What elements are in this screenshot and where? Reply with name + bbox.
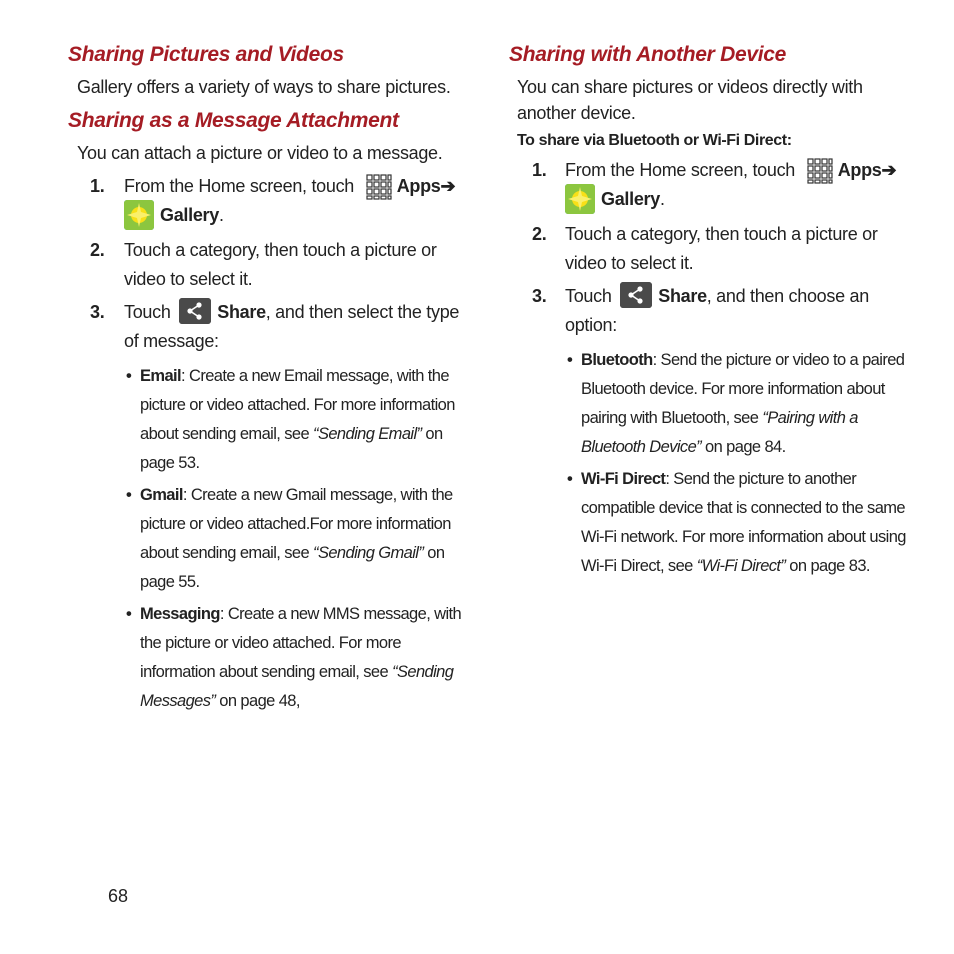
section-heading-another-device: Sharing with Another Device — [509, 43, 786, 66]
step-text: Touch — [124, 301, 171, 322]
bullet-text: : Send the picture to another compatible device that is connected to the same Wi-Fi network. For more information about using Wi-Fi Direct, see — [581, 469, 906, 575]
bullet-item-email — [124, 362, 468, 478]
share-label: Share — [658, 285, 707, 306]
bullet-tail: on page 84. — [701, 437, 786, 456]
bullet-term: Email — [140, 366, 182, 385]
step-item — [68, 172, 468, 232]
bullet-item-wifi-direct — [565, 465, 909, 581]
apps-grid-icon — [806, 157, 834, 185]
bullet-term: Messaging — [140, 604, 220, 623]
step-item — [68, 298, 468, 716]
bullet-tail: on page 83. — [785, 556, 870, 575]
step-number: 3. — [532, 285, 547, 306]
cross-reference: “Pairing with a Bluetooth Device” — [581, 408, 858, 456]
apps-grid-icon — [365, 173, 393, 201]
bullet-item-messaging — [124, 600, 468, 716]
apps-label: Apps➔ — [837, 160, 897, 180]
gallery-label: Gallery — [160, 205, 219, 226]
step-number: 1. — [90, 176, 105, 196]
intro-text: You can attach a picture or video to a message. — [77, 143, 443, 163]
intro-text: Gallery offers a variety of ways to share pictures. — [77, 77, 451, 97]
gallery-label: Gallery — [601, 189, 660, 210]
share-label: Share — [217, 301, 266, 322]
bullet-text: : Create a new Email message, with the picture or video attached. For more information about sending email, see — [140, 366, 455, 443]
bullet-item-gmail — [124, 481, 468, 597]
cross-reference: “Sending Gmail” — [313, 543, 424, 562]
step-item — [509, 156, 909, 216]
step-item — [509, 282, 909, 581]
step-number: 1. — [532, 160, 547, 180]
step-text: From the Home screen, touch — [565, 160, 795, 180]
share-icon — [179, 298, 211, 324]
steps-list — [509, 156, 909, 581]
bullet-term: Wi-Fi Direct — [581, 469, 666, 488]
bullet-list — [124, 362, 468, 716]
cross-reference: “Wi-Fi Direct” — [696, 556, 786, 575]
step-text-end: , and then choose an option: — [565, 285, 869, 335]
bullet-text: : Send the picture or video to a paired Bluetooth device. For more information about pairing with Bluetooth, see — [581, 350, 905, 427]
bullet-term: Bluetooth — [581, 350, 653, 369]
bullet-dot-icon: • — [126, 485, 132, 504]
step-text: From the Home screen, touch — [124, 176, 354, 196]
step-text-end: . — [659, 189, 665, 210]
step-text: Touch a category, then touch a picture or video to select it. — [124, 239, 437, 289]
bullet-tail: on page 48, — [215, 691, 300, 710]
procedure-lead: To share via Bluetooth or Wi-Fi Direct: — [517, 132, 792, 149]
bullet-dot-icon: • — [567, 350, 573, 369]
bullet-term: Gmail — [140, 485, 183, 504]
step-text: Touch a category, then touch a picture or video to select it. — [565, 223, 878, 273]
step-text-end: . — [218, 205, 224, 226]
bullet-item-bluetooth — [565, 346, 909, 462]
cross-reference: “Sending Email” — [313, 424, 422, 443]
step-text: Touch — [565, 285, 612, 306]
bullet-dot-icon: • — [567, 469, 573, 488]
bullet-dot-icon: • — [126, 366, 132, 385]
step-number: 3. — [90, 301, 105, 322]
left-column — [68, 40, 468, 720]
intro-text: You can share pictures or videos directly with another device. — [517, 77, 863, 123]
step-number: 2. — [90, 239, 105, 260]
bullet-tail: on page 55. — [140, 543, 445, 591]
bullet-text: : Create a new MMS message, with the picture or video attached. For more information about sending email, see — [140, 604, 462, 681]
apps-label: Apps➔ — [396, 176, 456, 196]
right-column — [509, 40, 909, 585]
step-text-end: , and then select the type of message: — [124, 301, 460, 351]
bullet-tail: on page 53. — [140, 424, 443, 472]
step-number: 2. — [532, 223, 547, 244]
bullet-text: : Create a new Gmail message, with the picture or video attached.For more information about sending email, see — [140, 485, 453, 562]
gallery-icon — [124, 200, 154, 230]
section-heading-message-attachment: Sharing as a Message Attachment — [68, 109, 399, 132]
section-heading-sharing-pictures: Sharing Pictures and Videos — [68, 43, 344, 66]
page-number: 68 — [108, 886, 129, 906]
steps-list — [68, 172, 468, 716]
cross-reference: “Sending Messages” — [140, 662, 454, 710]
gallery-icon — [565, 184, 595, 214]
step-item — [68, 236, 468, 294]
bullet-dot-icon: • — [126, 604, 132, 623]
share-icon — [620, 282, 652, 308]
step-item — [509, 220, 909, 278]
bullet-list — [565, 346, 909, 581]
